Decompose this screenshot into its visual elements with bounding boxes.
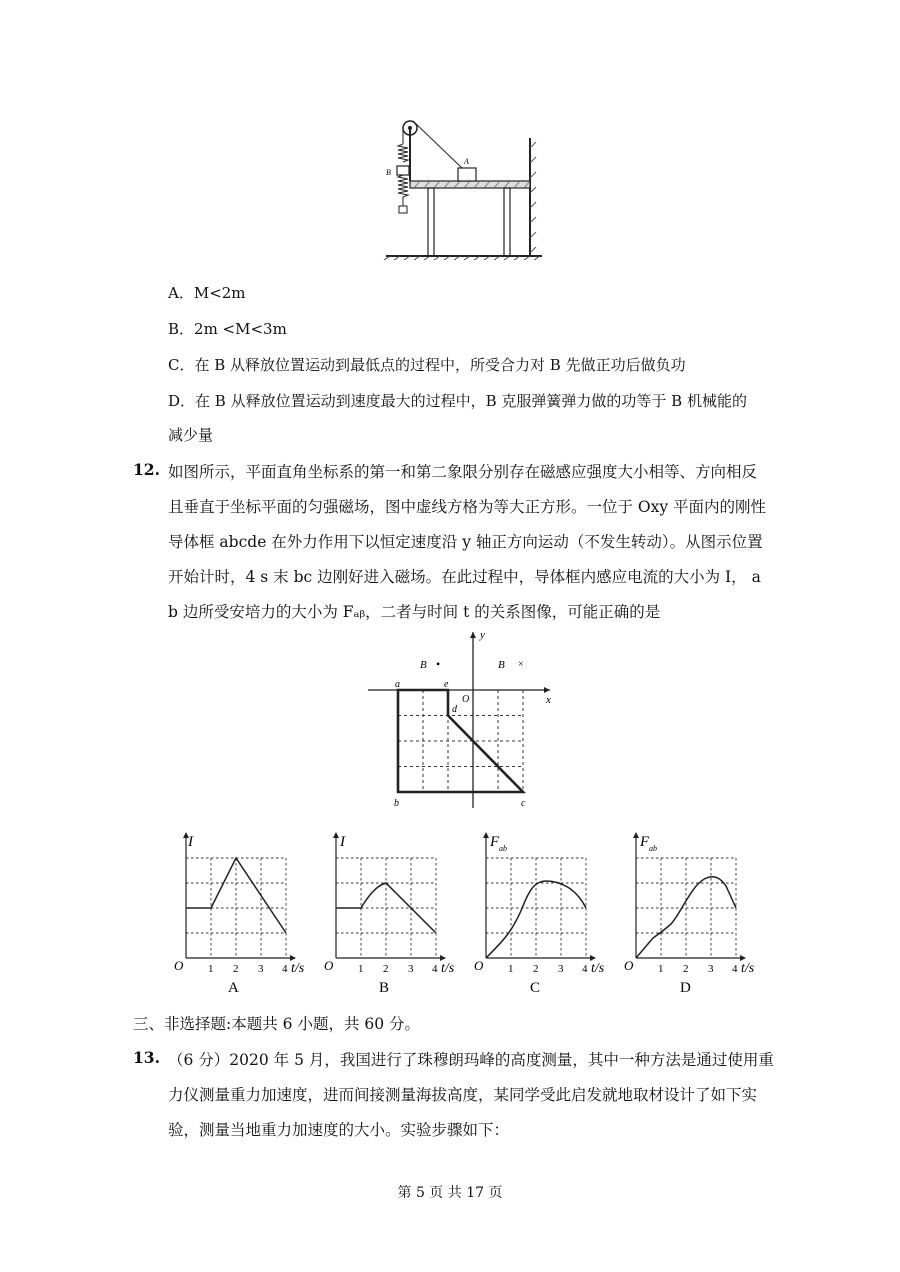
graph-d-ylabel: F: [640, 834, 650, 850]
q13-number: 13.: [133, 1048, 160, 1067]
graph-a-tick-1: 1: [208, 963, 214, 975]
graph-d-xlabel: t/s: [741, 961, 755, 976]
section-3-heading: 三、非选择题:本题共 6 小题，共 60 分。: [133, 1015, 421, 1033]
graph-b-tick-2: 2: [383, 963, 389, 975]
block-a-label: A: [464, 157, 469, 166]
x-axis-label: x: [546, 694, 551, 706]
page-footer: 第 5 页 共 17 页: [397, 1185, 503, 1201]
graph-b-ylabel: I: [340, 834, 345, 850]
b-left-dot: •: [436, 657, 441, 671]
graph-a-ylabel: I: [188, 834, 193, 850]
graph-a-tick-3: 3: [258, 963, 264, 975]
q12-number: 12.: [133, 460, 160, 479]
graph-a-origin: O: [174, 958, 184, 973]
graph-c-ysub: ab: [499, 844, 507, 853]
graph-c-xlabel: t/s: [591, 961, 605, 976]
graph-d-letter: D: [680, 980, 691, 996]
q11-option-c: C．在 B 从释放位置运动到最低点的过程中，所受合力对 B 先做正功后做负功: [168, 356, 686, 374]
vertex-c: c: [521, 798, 526, 809]
y-axis-label: y: [480, 629, 485, 641]
q12-field-figure: [368, 628, 568, 814]
q11-option-d-cont: 减少量: [168, 426, 214, 444]
graph-c-origin: O: [474, 958, 484, 973]
graph-c-tick-3: 3: [558, 963, 564, 975]
q12-line-2: 且垂直于坐标平面的匀强磁场，图中虚线方格为等大正方形。一位于 Oxy 平面内的刚性: [168, 498, 767, 516]
graph-a-tick-4: 4: [282, 963, 288, 975]
graph-b: [333, 832, 446, 961]
b-right-label: B: [498, 659, 505, 671]
graph-c-tick-2: 2: [533, 963, 539, 975]
graph-c-ylabel: F: [490, 834, 500, 850]
q13-line-3: 验，测量当地重力加速度的大小。实验步骤如下：: [168, 1121, 510, 1139]
graph-c-letter: C: [530, 980, 541, 996]
q12-line-4: 开始计时，4 s 末 bc 边刚好进入磁场。在此过程中，导体框内感应电流的大小为 I， a: [168, 568, 761, 586]
q12-answer-graphs: [168, 826, 788, 996]
graph-d-tick-1: 1: [658, 963, 664, 975]
graph-a: [183, 832, 296, 961]
graph-b-tick-3: 3: [408, 963, 414, 975]
b-left-label: B: [420, 659, 427, 671]
q12-line-5: b 边所受安培力的大小为 Fₐᵦ，二者与时间 t 的关系图像，可能正确的是: [168, 603, 661, 621]
vertex-a: a: [395, 679, 400, 690]
graph-b-origin: O: [324, 958, 334, 973]
graph-d-origin: O: [624, 958, 634, 973]
graph-a-letter: A: [228, 980, 239, 996]
q11-apparatus-figure: [380, 108, 550, 260]
origin-label: O: [462, 694, 470, 705]
b-right-cross: ×: [518, 659, 524, 670]
q11-option-d: D．在 B 从释放位置运动到速度最大的过程中，B 克服弹簧弹力做的功等于 B 机械能的: [168, 392, 747, 410]
graph-c-tick-1: 1: [508, 963, 514, 975]
q13-line-1: （6 分）2020 年 5 月，我国进行了珠穆朗玛峰的高度测量，其中一种方法是通过使用重: [168, 1051, 774, 1069]
graph-b-tick-4: 4: [432, 963, 438, 975]
graph-c-tick-4: 4: [582, 963, 588, 975]
q11-option-a: A．M<2m: [168, 284, 246, 302]
graph-d-tick-4: 4: [732, 963, 738, 975]
graph-b-letter: B: [379, 980, 390, 996]
graph-d-tick-3: 3: [708, 963, 714, 975]
q11-option-b: B．2m <M<3m: [168, 320, 287, 338]
q13-line-2: 力仪测量重力加速度，进而间接测量海拔高度，某同学受此启发就地取材设计了如下实: [168, 1086, 758, 1104]
vertex-d: d: [452, 704, 457, 715]
graph-b-xlabel: t/s: [441, 961, 455, 976]
graph-d-ysub: ab: [649, 844, 657, 853]
graph-a-xlabel: t/s: [291, 961, 305, 976]
q12-line-1: 如图所示，平面直角坐标系的第一和第二象限分别存在磁感应强度大小相等、方向相反: [168, 463, 758, 481]
q12-line-3: 导体框 abcde 在外力作用下以恒定速度沿 y 轴正方向运动（不发生转动）。从图示位置: [168, 533, 763, 551]
vertex-e: e: [444, 679, 449, 690]
graph-d-tick-2: 2: [683, 963, 689, 975]
graph-a-tick-2: 2: [233, 963, 239, 975]
graph-b-tick-1: 1: [358, 963, 364, 975]
vertex-b: b: [394, 798, 399, 809]
block-b-label: B: [386, 168, 391, 177]
